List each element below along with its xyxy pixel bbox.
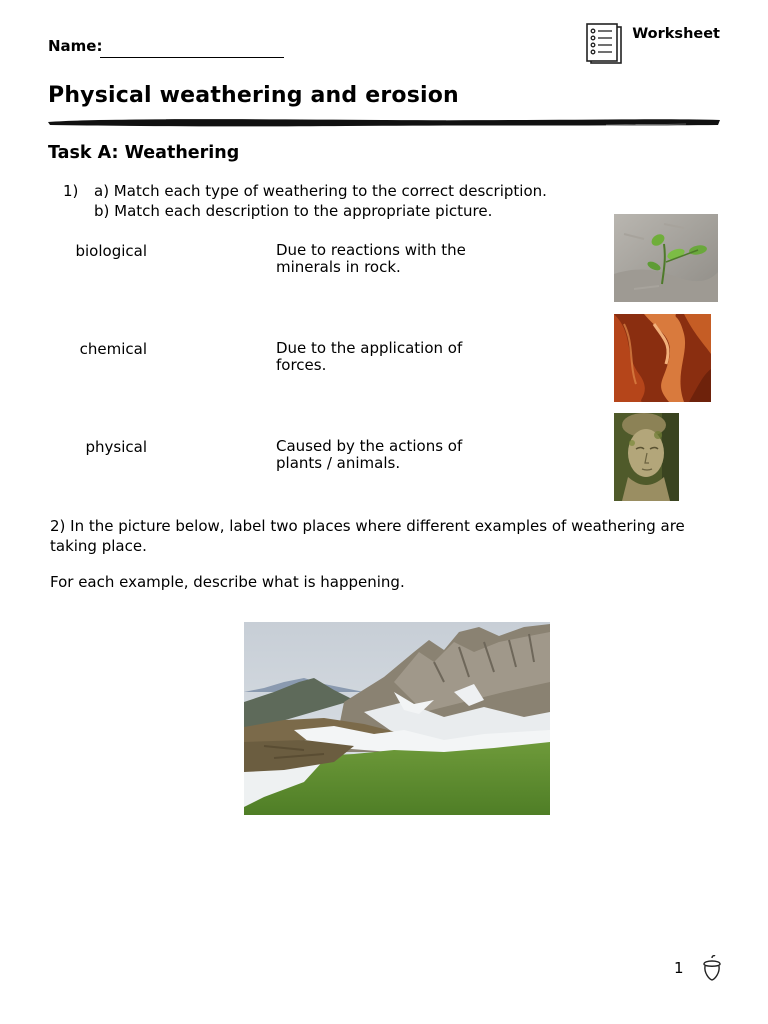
question-2-text: 2) In the picture below, label two places where different examples of weathering are taking place. — [50, 517, 685, 555]
brush-stroke-divider — [46, 116, 722, 128]
description-1: Due to reactions with the minerals in rock. — [276, 241, 466, 276]
worksheet-icon — [585, 23, 627, 67]
task-a-heading: Task A: Weathering — [48, 143, 240, 163]
page-number: 1 — [674, 959, 684, 977]
acorn-logo-icon — [700, 955, 724, 981]
sandstone-canyon-image — [614, 314, 711, 402]
question-1a-text: a) Match each type of weathering to the correct description. — [94, 182, 547, 200]
seedling-on-rock-image — [614, 214, 718, 302]
worksheet-label: Worksheet — [632, 26, 720, 42]
term-physical: physical — [85, 438, 147, 456]
name-input-line[interactable] — [100, 57, 284, 58]
weathered-statue-image — [614, 413, 679, 501]
term-biological: biological — [75, 242, 147, 260]
question-1b-text: b) Match each description to the appropriate picture. — [94, 202, 493, 220]
name-label: Name: — [48, 37, 103, 55]
description-3: Caused by the actions of plants / animals. — [276, 437, 463, 472]
question-1-number: 1) — [63, 182, 79, 200]
snowy-mountain-image — [244, 622, 550, 815]
term-chemical: chemical — [79, 340, 147, 358]
question-2-instruction: For each example, describe what is happening. — [50, 573, 405, 591]
description-2: Due to the application of forces. — [276, 339, 463, 374]
page-title: Physical weathering and erosion — [48, 83, 459, 108]
